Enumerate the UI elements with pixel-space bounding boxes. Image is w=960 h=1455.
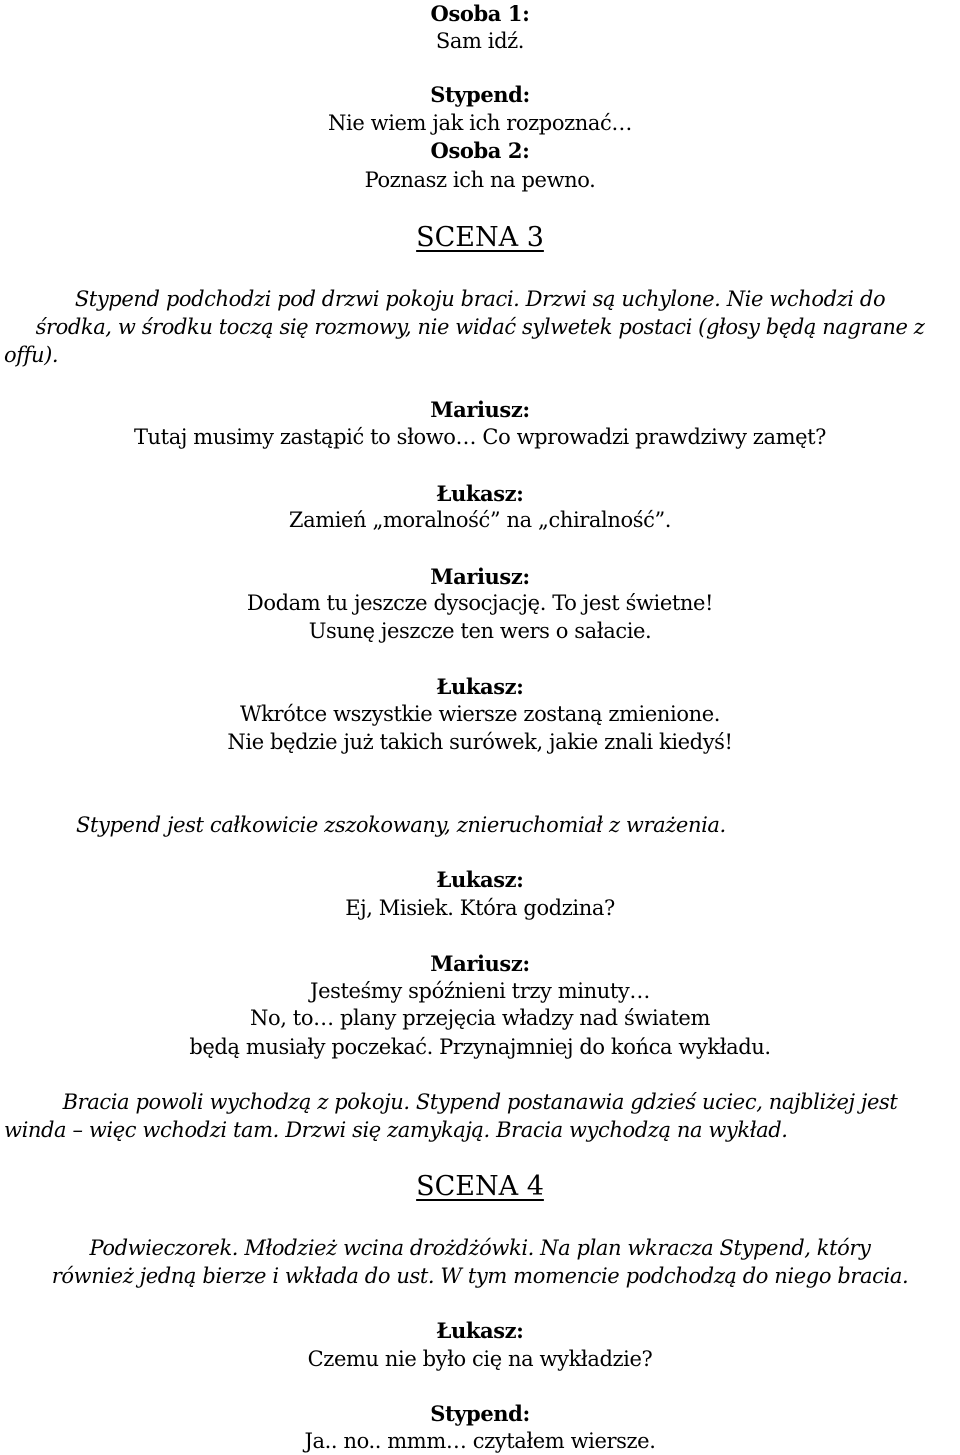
dialogue-line: Usunę jeszcze ten wers o sałacie.: [308, 619, 652, 643]
speaker-osoba-2: Osoba 2:: [430, 138, 530, 163]
speaker-mariusz: Mariusz:: [430, 951, 530, 976]
speaker-lukasz: Łukasz:: [436, 1318, 524, 1343]
dialogue-line: Tutaj musimy zastąpić to słowo… Co wprowadzi prawdziwy zamęt?: [133, 425, 827, 449]
speaker-stypend: Stypend:: [430, 1401, 530, 1426]
scene-3-heading: SCENA 3: [416, 222, 544, 253]
speaker-mariusz: Mariusz:: [430, 397, 530, 422]
stage-direction: środka, w środku toczą się rozmowy, nie widać sylwetek postaci (głosy będą nagrane z: [35, 315, 925, 339]
dialogue-line: Ej, Misiek. Która godzina?: [345, 896, 615, 920]
dialogue-line: No, to… plany przejęcia władzy nad światem: [250, 1006, 710, 1030]
stage-direction: winda – więc wchodzi tam. Drzwi się zamykają. Bracia wychodzą na wykład.: [4, 1118, 788, 1142]
scene-4-heading: SCENA 4: [416, 1171, 544, 1202]
dialogue-line: Sam idź.: [435, 29, 525, 53]
speaker-stypend: Stypend:: [430, 82, 530, 107]
stage-direction: Stypend jest całkowicie zszokowany, znieruchomiał z wrażenia.: [76, 813, 726, 837]
speaker-lukasz: Łukasz:: [436, 481, 524, 506]
stage-direction: Stypend podchodzi pod drzwi pokoju braci. Drzwi są uchylone. Nie wchodzi do: [74, 287, 886, 311]
speaker-lukasz: Łukasz:: [436, 674, 524, 699]
speaker-mariusz: Mariusz:: [430, 564, 530, 589]
dialogue-line: Poznasz ich na pewno.: [364, 168, 596, 192]
dialogue-line: Nie będzie już takich surówek, jakie znali kiedyś!: [227, 730, 733, 754]
dialogue-line: Wkrótce wszystkie wiersze zostaną zmienione.: [239, 702, 721, 726]
dialogue-line: Nie wiem jak ich rozpoznać…: [328, 111, 632, 135]
dialogue-line: Dodam tu jeszcze dysocjację. To jest świetne!: [246, 591, 714, 615]
stage-direction: Bracia powoli wychodzą z pokoju. Stypend postanawia gdzieś uciec, najbliżej jest: [62, 1090, 898, 1114]
stage-direction: Podwieczorek. Młodzież wcina drożdżówki. Na plan wkracza Stypend, który: [89, 1236, 871, 1260]
dialogue-line: Ja.. no.. mmm… czytałem wiersze.: [304, 1429, 656, 1453]
dialogue-line: Zamień „moralność” na „chiralność”.: [288, 508, 672, 532]
stage-direction: również jedną bierze i wkłada do ust. W tym momencie podchodzą do niego bracia.: [51, 1264, 909, 1288]
stage-direction: offu).: [4, 343, 59, 367]
dialogue-line: będą musiały poczekać. Przynajmniej do końca wykładu.: [189, 1035, 771, 1059]
dialogue-line: Jesteśmy spóźnieni trzy minuty…: [310, 979, 650, 1003]
dialogue-line: Czemu nie było cię na wykładzie?: [307, 1347, 653, 1371]
speaker-osoba-1: Osoba 1:: [430, 1, 530, 26]
speaker-lukasz: Łukasz:: [436, 867, 524, 892]
